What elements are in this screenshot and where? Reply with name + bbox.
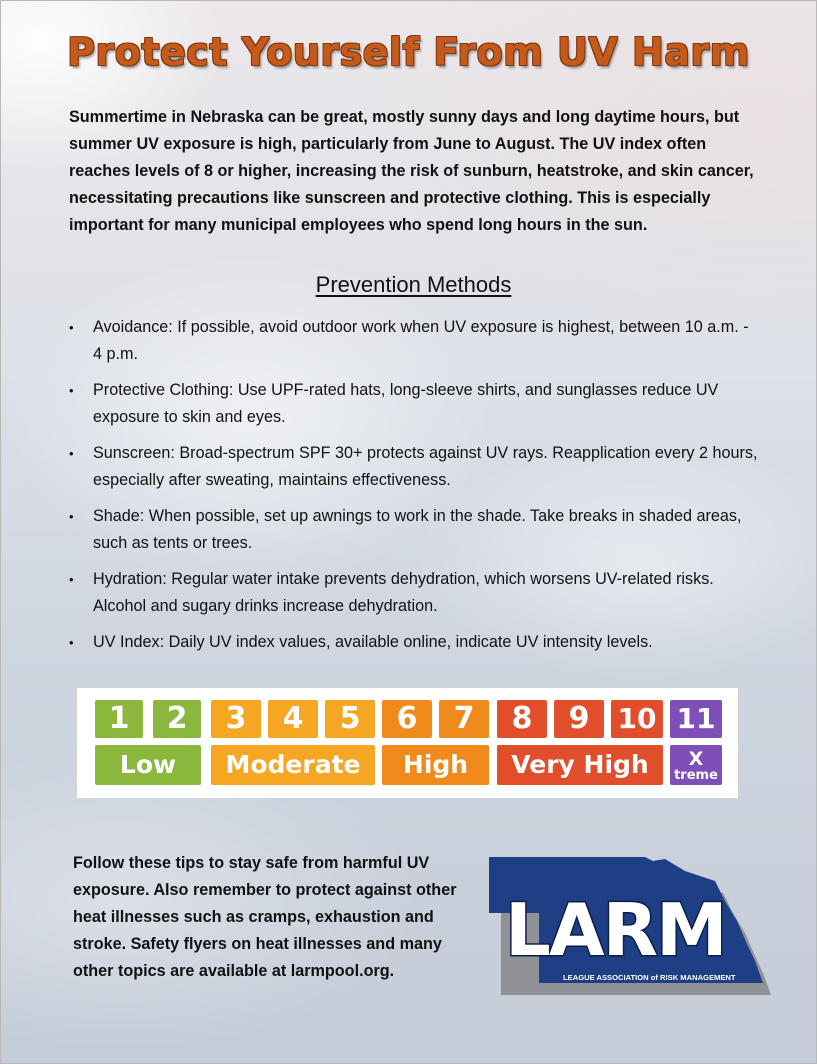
- method-text: Hydration: Regular water intake prevents dehydration, which worsens UV-related risks. Alcohol and sugary drinks increase dehydration.: [93, 570, 714, 615]
- uv-category-very-high: Very High: [497, 745, 663, 785]
- list-item-protective-clothing: [69, 377, 759, 431]
- uv-level-7: 7: [439, 700, 489, 738]
- uv-extreme-treme: treme: [674, 768, 718, 783]
- uv-level-1: 1: [95, 700, 143, 738]
- nebraska-map-logo: [487, 855, 782, 997]
- logo-wordmark: LARM: [505, 888, 726, 972]
- uv-level-5: 5: [325, 700, 375, 738]
- section-heading: Prevention Methods: [315, 272, 512, 297]
- uv-level-2: 2: [153, 700, 201, 738]
- bullet-icon: •: [69, 509, 74, 524]
- uv-level-9: 9: [554, 700, 604, 738]
- closing-paragraph: Follow these tips to stay safe from harmful UV exposure. Also remember to protect against other heat illnesses such as cramps, exhaustion and stroke. Safety flyers on heat illnesses and many other topics are available at larmpool.org.: [73, 854, 457, 980]
- uv-category-extreme: [670, 745, 722, 785]
- uv-category-moderate: Moderate: [211, 745, 375, 785]
- bullet-icon: •: [69, 446, 74, 461]
- prevention-methods-list: [69, 314, 759, 665]
- bullet-icon: •: [69, 572, 74, 587]
- uv-level-6: 6: [382, 700, 432, 738]
- method-text: Sunscreen: Broad-spectrum SPF 30+ protects against UV rays. Reapplication every 2 hours, especially after sweating, maintains effectiveness.: [93, 444, 758, 489]
- uv-level-4: 4: [268, 700, 318, 738]
- uv-index-scale: [77, 688, 738, 798]
- larm-logo: [487, 855, 782, 997]
- uv-extreme-x: X: [688, 748, 704, 770]
- uv-category-low: Low: [95, 745, 201, 785]
- list-item-shade: [69, 503, 759, 557]
- list-item-hydration: [69, 566, 759, 620]
- method-text: UV Index: Daily UV index values, available online, indicate UV intensity levels.: [93, 633, 653, 651]
- page-title: Protect Yourself From UV Harm: [67, 30, 750, 74]
- intro-paragraph: Summertime in Nebraska can be great, mostly sunny days and long daytime hours, but summer UV exposure is high, particularly from June to August. The UV index often reaches levels of 8 or higher, increasing the risk of sunburn, heatstroke, and skin cancer, necessitating precautions like sunscreen and protective clothing. This is especially important for many municipal employees who spend long hours in the sun.: [69, 108, 754, 234]
- logo-tagline: LEAGUE ASSOCIATION of RISK MANAGEMENT: [563, 973, 736, 982]
- method-text: Avoidance: If possible, avoid outdoor work when UV exposure is highest, between 10 a.m. - 4 p.m.: [93, 318, 749, 363]
- uv-level-11: 11: [670, 700, 722, 738]
- uv-level-8: 8: [497, 700, 547, 738]
- list-item-avoidance: [69, 314, 759, 368]
- list-item-sunscreen: [69, 440, 759, 494]
- bullet-icon: •: [69, 383, 74, 398]
- method-text: Protective Clothing: Use UPF-rated hats, long-sleeve shirts, and sunglasses reduce UV exposure to skin and eyes.: [93, 381, 719, 426]
- uv-category-high: High: [382, 745, 489, 785]
- list-item-uv-index: [69, 629, 759, 656]
- method-text: Shade: When possible, set up awnings to work in the shade. Take breaks in shaded areas, such as tents or trees.: [93, 507, 742, 552]
- uv-level-10: 10: [611, 700, 663, 738]
- bullet-icon: •: [69, 320, 74, 335]
- uv-level-3: 3: [211, 700, 261, 738]
- bullet-icon: •: [69, 635, 74, 650]
